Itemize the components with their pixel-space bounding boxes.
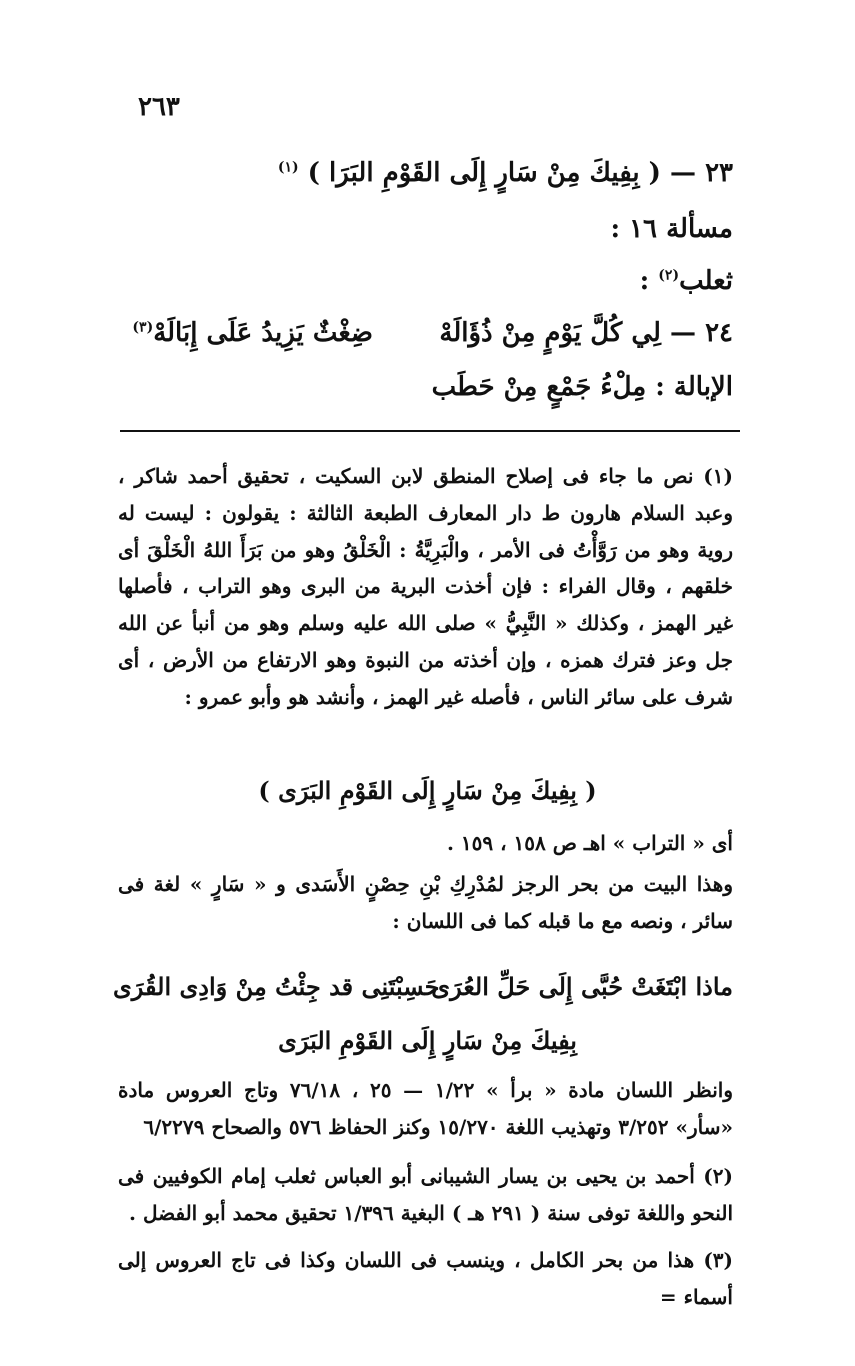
masala-heading: مسألة ١٦ :	[610, 214, 733, 244]
verse-23	[278, 158, 733, 188]
footnote-ref-3: (٣)	[132, 319, 154, 336]
footnote-2: (٢) أحمد بن يحيى بن يسار الشيبانى أبو العباس ثعلب إمام الكوفيين فى النحو واللغة توفى سنة ( ٢٩١ هـ ) البغية ١/٣٩٦ تحقيق محمد أبو الفضل .	[118, 1164, 733, 1225]
thaalab-heading	[640, 266, 733, 296]
footnote-3: (٣) هذا من بحر الكامل ، وينسب فى اللسان وكذا فى تاج العروس إلى أسماء =	[118, 1248, 733, 1309]
verse-23-text: ٢٣ — ( بِفِيكَ مِنْ سَارٍ إِلَى القَوْمِ البَرَا )	[307, 158, 733, 188]
footnote-ref-2: (٢)	[658, 267, 680, 284]
footnote-separator	[120, 430, 740, 432]
ibala-gloss: الإبالة : مِلْءُ جَمْعٍ مِنْ حَطَب	[431, 372, 733, 402]
footnote-1-reference: أى « التراب » اهـ ص ١٥٨ ، ١٥٩ .	[446, 831, 733, 855]
footnote-ref-1: (١)	[277, 159, 299, 176]
footnote-verse-hemistich-2: حَسِبْتَنِى قد جِئْتُ مِنْ وَادِى القُرَى	[113, 972, 440, 1001]
footnote-verse-pair	[113, 972, 733, 1012]
footnote-1-sources: وانظر اللسان مادة « برأ » ١/٢٢ — ٢٥ ، ٧٦/١٨ وتاج العروس مادة «سأر» ٣/٢٥٢ وتهذيب اللغة ١٥/٢٧٠ وكنز الحفاظ ٥٧٦ والصحاح ٦/٢٢٧٩	[118, 1078, 733, 1139]
verse-24-hemistich-2-wrap	[132, 318, 373, 348]
verse-24-hemistich-1: ٢٤ — لِي كُلَّ يَوْمٍ مِنْ ذُؤَالَهْ	[439, 318, 733, 348]
page-number: ٢٦٣	[138, 92, 180, 122]
thaalab-label: ثعلب	[679, 266, 733, 296]
footnote-verse-line-2: بِفِيكَ مِنْ سَارٍ إِلَى القَوْمِ البَرَى	[278, 1026, 577, 1055]
footnote-1-continuation: وهذا البيت من بحر الرجز لمُدْرِكِ بْنِ حِصْنٍ الأَسَدى و « سَارٍ » لغة فى سائر ، ونصه مع ما قبله كما فى اللسان :	[118, 872, 733, 933]
verse-24-hemistich-2: ضِغْثٌ يَزِيدُ عَلَى إِبَالَهْ	[153, 318, 373, 348]
thaalab-colon: :	[639, 266, 650, 296]
footnote-verse-hemistich-1: ماذا ابْتَغَتْ حُبَّى إِلَى حَلِّ العُرَى	[431, 972, 733, 1001]
footnote-1-paragraph: (١) نص ما جاء فى إصلاح المنطق لابن السكيت ، تحقيق أحمد شاكر ، وعبد السلام هارون ط دار المعارف الطبعة الثالثة : يقولون : ليست له روية وهو من رَوَّأْتُ فى الأمر ، والْبَرِيَّةُ : الْخَلْقُ وهو من بَرَأَ اللهُ الْخَلْقَ أى خلقهم ، وقال الفراء : فإن أخذت البرية من البرى وهو التراب ، فأصلها غير الهمز ، وكذلك « النَّبِيُّ » صلى الله عليه وسلم وهو من أنبأ عن الله جل وعز فترك همزه ، وإن أخذته من النبوة وهو الارتفاع من الأرض ، أى شرف على سائر الناس ، فأصله غير الهمز ، وأنشد هو وأبو عمرو :	[118, 464, 734, 709]
footnote-verse-quote: ( بِفِيكَ مِنْ سَارٍ إِلَى القَوْمِ البَرَى )	[258, 776, 597, 805]
